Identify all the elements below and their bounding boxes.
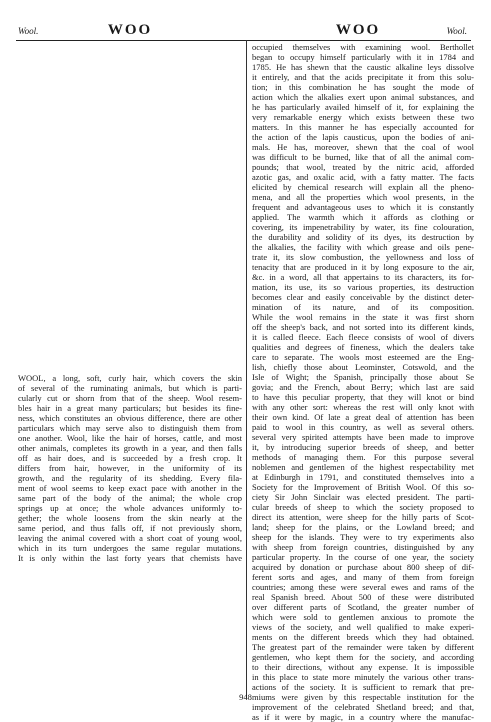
text-line: to their directions, without any expense. It is impossible (252, 662, 474, 672)
text-line: ness, which constitutes an obvious difference, there are other (18, 413, 242, 423)
text-line: tion; in this combination he has sought the mode of (252, 82, 474, 92)
text-line: Isle of Wight; the Spanish, principally those about Se (252, 372, 474, 382)
text-line: 1785. He has shewn that the caustic alkaline leys dissolve (252, 62, 474, 72)
text-line: mals. He has, moreover, shewn that the coal of wool (252, 142, 474, 152)
text-line: of several of the ruminating animals, but which is parti- (18, 383, 242, 393)
running-head-left-section: Wool. (18, 26, 39, 36)
text-line: their own kind. Of late a great deal of attention has been (252, 412, 474, 422)
text-line: with any other sort: whereas the rest will only knot with (252, 402, 474, 412)
running-head-left-title: WOO (107, 22, 153, 38)
running-head-right-section: Wool. (446, 26, 467, 36)
text-line: methods of managing them. For this purpose several (252, 452, 474, 462)
text-line: ment of wool seems to keep exact pace with another in the (18, 483, 242, 493)
text-line: acquired by donation or purchase about 800 sheep of dif- (252, 562, 474, 572)
text-line: off as hair does, and is succeeded by a fresh crop. It (18, 453, 242, 463)
text-line: cularly cut or shorn from that of the sheep. Wool resem- (18, 393, 242, 403)
running-head-right-title: WOO (335, 22, 381, 38)
text-line: gether; the whole loosens from the skin nearly at the (18, 513, 242, 523)
text-line: gentlemen, who kept them for the society, and according (252, 652, 474, 662)
text-line: direct its attention, were sheep for the hilly parts of Scot- (252, 512, 474, 522)
text-line: applied. The warmth which it affords as clothing or (252, 212, 474, 222)
right-column (252, 42, 474, 722)
text-line: ferent sorts and ages, and many of them from foreign (252, 572, 474, 582)
text-line: same period, and thus falls off, if not previously shorn, (18, 523, 242, 533)
text-line: mena, and all the properties which wool presents, in the (252, 192, 474, 202)
text-line: leaving the animal covered with a short coat of young wool, (18, 533, 242, 543)
text-line: covering, its impenetrability by water, its fine colouration, (252, 222, 474, 232)
text-line: views of the society, and well qualified to make experi- (252, 622, 474, 632)
text-line: sheep for the islands. They were to try experiments also (252, 532, 474, 542)
text-line: springs up at once; the whole advances uniformly to- (18, 503, 242, 513)
text-line: azotic gas, and oxalic acid, with a fatty matter. The facts (252, 172, 474, 182)
text-line: differs from hair, however, in the uniformity of its (18, 463, 242, 473)
header-rule (16, 40, 471, 41)
text-line: real Spanish breed. About 500 of these were distributed (252, 592, 474, 602)
text-line: govia; and the French, about Berry; which last are said (252, 382, 474, 392)
text-line: action which the alkalies exert upon animal substances, and (252, 92, 474, 102)
text-line: several very spirited attempts have been made to improve (252, 432, 474, 442)
text-line: began to occupy himself particularly with it in 1784 and (252, 52, 474, 62)
text-line: in this place to state more minutely the various other trans- (252, 672, 474, 682)
text-line: The greatest part of the remainder were taken by different (252, 642, 474, 652)
text-line: lish, chiefly those about Leominster, Cotswold, and the (252, 362, 474, 372)
text-line: to have this peculiar property, that they will knot or bind (252, 392, 474, 402)
text-line: particulars which may serve also to distinguish them from (18, 423, 242, 433)
text-line: ments on the different breeds which they had obtained. (252, 632, 474, 642)
text-line: growth, and the regularity of its shedding. Every fila- (18, 473, 242, 483)
text-line: at Edinburgh in 1791, and constituted themselves into a (252, 472, 474, 482)
text-line: same part of the body of the animal; the whole crop (18, 493, 242, 503)
text-line: matters. In this manner he has especially accounted for (252, 122, 474, 132)
text-line: pounds; that wool, treated by the nitric acid, afforded (252, 162, 474, 172)
text-line: While the wool remains in the state it was first shorn (252, 312, 474, 322)
text-line: tenacity that are produced in it by long exposure to the air, (252, 262, 474, 272)
left-column (18, 373, 242, 691)
text-line: paid to wool in this country, as well as several others. (252, 422, 474, 432)
text-line: miums were given by this respectable institution for the (252, 692, 474, 702)
text-line: WOOL, a long, soft, curly hair, which covers the skin (18, 373, 242, 383)
column-divider (246, 40, 247, 698)
text-line: trate it, its slow combustion, the yellowness and loss of (252, 252, 474, 262)
text-line: one another. Wool, like the hair of horses, cattle, and most (18, 433, 242, 443)
text-line: the alkalies, the facility with which grease and oils pene- (252, 242, 474, 252)
text-line: it is called fleece. Each fleece consists of wool of divers (252, 332, 474, 342)
text-line: care to separate. The wools most esteemed are the Eng- (252, 352, 474, 362)
text-line: cular breeds of sheep to which the society proposed to (252, 502, 474, 512)
text-line: other animals, completes its growth in a year, and then falls (18, 443, 242, 453)
text-line: it entirely, and that the acids precipitate it from this solu- (252, 72, 474, 82)
text-line: over different parts of Scotland, the greater number of (252, 602, 474, 612)
text-line: becomes clear and easily conceivable by the distinct deter- (252, 292, 474, 302)
text-line: the action of the lapis causticus, upon the bodies of ani- (252, 132, 474, 142)
text-line: bles hair in a great many particulars; but besides its fine- (18, 403, 242, 413)
text-line: improvement of the celebrated Shetland breed; and that, (252, 702, 474, 712)
text-line: noblemen and gentlemen of the highest respectability met (252, 462, 474, 472)
page-number: 948 (239, 692, 252, 702)
text-line: it, by introducing superior breeds of sheep, and better (252, 442, 474, 452)
text-line: It is only within the last forty years that chemists have (18, 553, 242, 563)
text-line: he has particularly availed himself of it, for explaining the (252, 102, 474, 112)
text-line: which were sold to gentlemen anxious to promote the (252, 612, 474, 622)
text-line: occupied themselves with examining wool. Berthollet (252, 42, 474, 52)
text-line: frequent and advantageous uses to which it is constantly (252, 202, 474, 212)
text-line: which in its turn undergoes the same regular mutations. (18, 543, 242, 553)
text-line: off the sheep's back, and not sorted into its different kinds, (252, 322, 474, 332)
text-line: Society for the Improvement of British Wool. Of this so- (252, 482, 474, 492)
text-line: &c. in a word, all that appertains to its characters, its for- (252, 272, 474, 282)
text-line: with sheep from foreign countries, distinguished by any (252, 542, 474, 552)
text-line: very remarkable energy which exists between these two (252, 112, 474, 122)
text-line: as if it were by magic, in a country where the manufac- (252, 712, 474, 722)
text-line: the durability and solidity of its dyes, its destruction by (252, 232, 474, 242)
text-line: ciety Sir John Sinclair was elected president. The parti- (252, 492, 474, 502)
text-line: countries; among these were several ewes and rams of the (252, 582, 474, 592)
text-line: was difficult to be burned, like that of all the animal com- (252, 152, 474, 162)
text-line: qualities and degrees of fineness, which the dealers take (252, 342, 474, 352)
text-line: land; sheep for the plains, or the Lowland breed; and (252, 522, 474, 532)
text-line: actions of the society. It is sufficient to remark that pre- (252, 682, 474, 692)
text-line: mination of its nature, and of its composition. (252, 302, 474, 312)
text-line: elicited by chemical research will explain all the pheno- (252, 182, 474, 192)
text-line: particular property. In the course of one year, the society (252, 552, 474, 562)
text-line: mation, its use, its so various properties, its destruction (252, 282, 474, 292)
